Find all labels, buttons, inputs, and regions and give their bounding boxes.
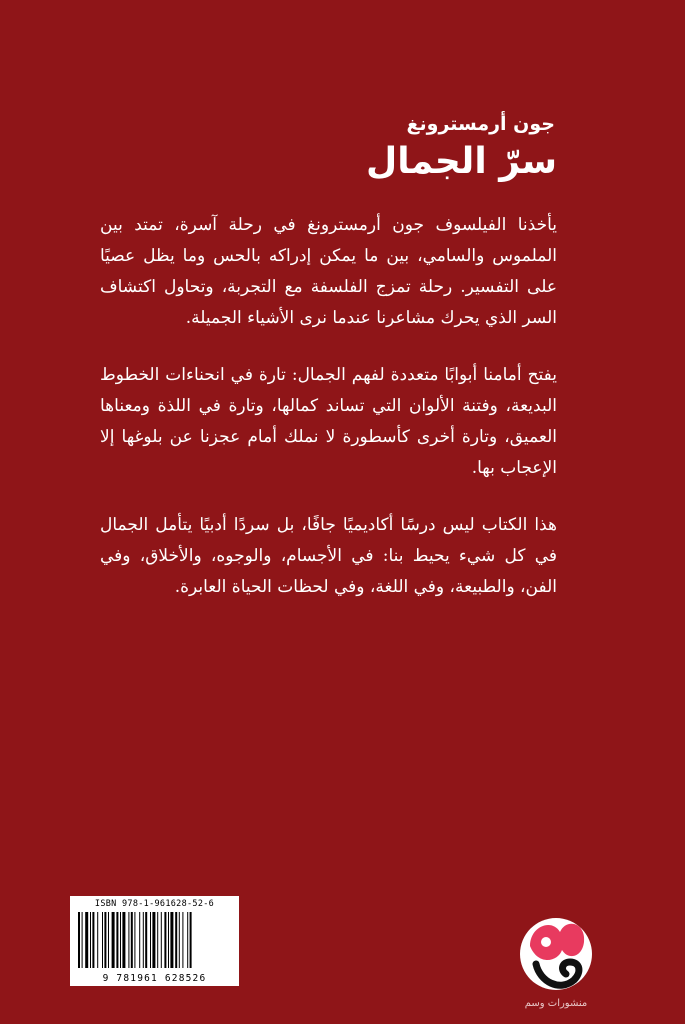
barcode-bar	[112, 912, 115, 968]
barcode-bar	[161, 912, 162, 968]
barcode-bar	[150, 912, 151, 968]
barcode-bar	[190, 912, 192, 968]
barcode-bar	[128, 912, 129, 968]
barcode-bar	[82, 912, 83, 968]
barcode-bar	[134, 912, 135, 968]
barcode-bar	[179, 912, 180, 968]
barcode-bar	[120, 912, 121, 968]
book-title: سرّ الجمال	[365, 141, 557, 182]
barcode-bar	[157, 912, 158, 968]
barcode-bar	[92, 912, 94, 968]
author-name: جون أرمسترونغ	[406, 113, 555, 135]
barcode-bars	[78, 912, 231, 968]
barcode-bar	[139, 912, 140, 968]
barcode-bar	[104, 912, 106, 968]
barcode-bar	[143, 912, 144, 968]
barcode-bar	[108, 912, 109, 968]
barcode-bar	[164, 912, 166, 968]
blurb-paragraph-1: يأخذنا الفيلسوف جون أرمسترونغ في رحلة آسرة، تمتد بين الملموس والسامي، بين ما يمكن إدراكه بالحس وما يظل عصيًا على التفسير. رحلة تمزج الفلسفة مع التجربة، وتحاول اكتشاف السر الذي يحرك مشاعرنا عندما نرى الأشياء الجميلة.	[100, 215, 557, 328]
ean-digits: 9 781961 628526	[102, 973, 207, 984]
barcode-bar	[116, 912, 118, 968]
barcode-bar	[182, 912, 183, 968]
barcode-bar	[152, 912, 155, 968]
publisher-name: منشورات وسم	[524, 998, 588, 1009]
barcode-bar	[85, 912, 88, 968]
barcode-bar	[145, 912, 147, 968]
blurb-paragraph-2: يفتح أمامنا أبوابًا متعددة لفهم الجمال: تارة في انحناءات الخطوط البديعة، وفتنة الألوان التي تساند كمالها، وتارة في اللذة ومعناها العميق، وتارة أخرى كأسطورة لا نملك أمام عجزنا عن بلوغها إلا الإعجاب بها.	[100, 365, 557, 478]
barcode-bar	[187, 912, 188, 968]
barcode-bar	[90, 912, 91, 968]
barcode-bar	[170, 912, 173, 968]
barcode-bar	[78, 912, 80, 968]
barcode-bar	[97, 912, 98, 968]
barcode-bar	[122, 912, 125, 968]
isbn-barcode	[70, 896, 239, 986]
blurb-paragraph-3: هذا الكتاب ليس درسًا أكاديميًا جافًا، بل سردًا أدبيًا يتأمل الجمال في كل شيء يحيط بنا: في الأجسام، والوجوه، والأخلاق، وفي الفن، والطبيعة، وفي اللغة، وفي لحظات الحياة العابرة.	[100, 515, 557, 597]
barcode-bar	[102, 912, 103, 968]
barcode-bar	[175, 912, 177, 968]
blurb	[100, 210, 557, 629]
barcode-bar	[168, 912, 169, 968]
isbn-label: ISBN 978-1-961628-52-6	[94, 899, 215, 909]
barcode-bar	[131, 912, 133, 968]
